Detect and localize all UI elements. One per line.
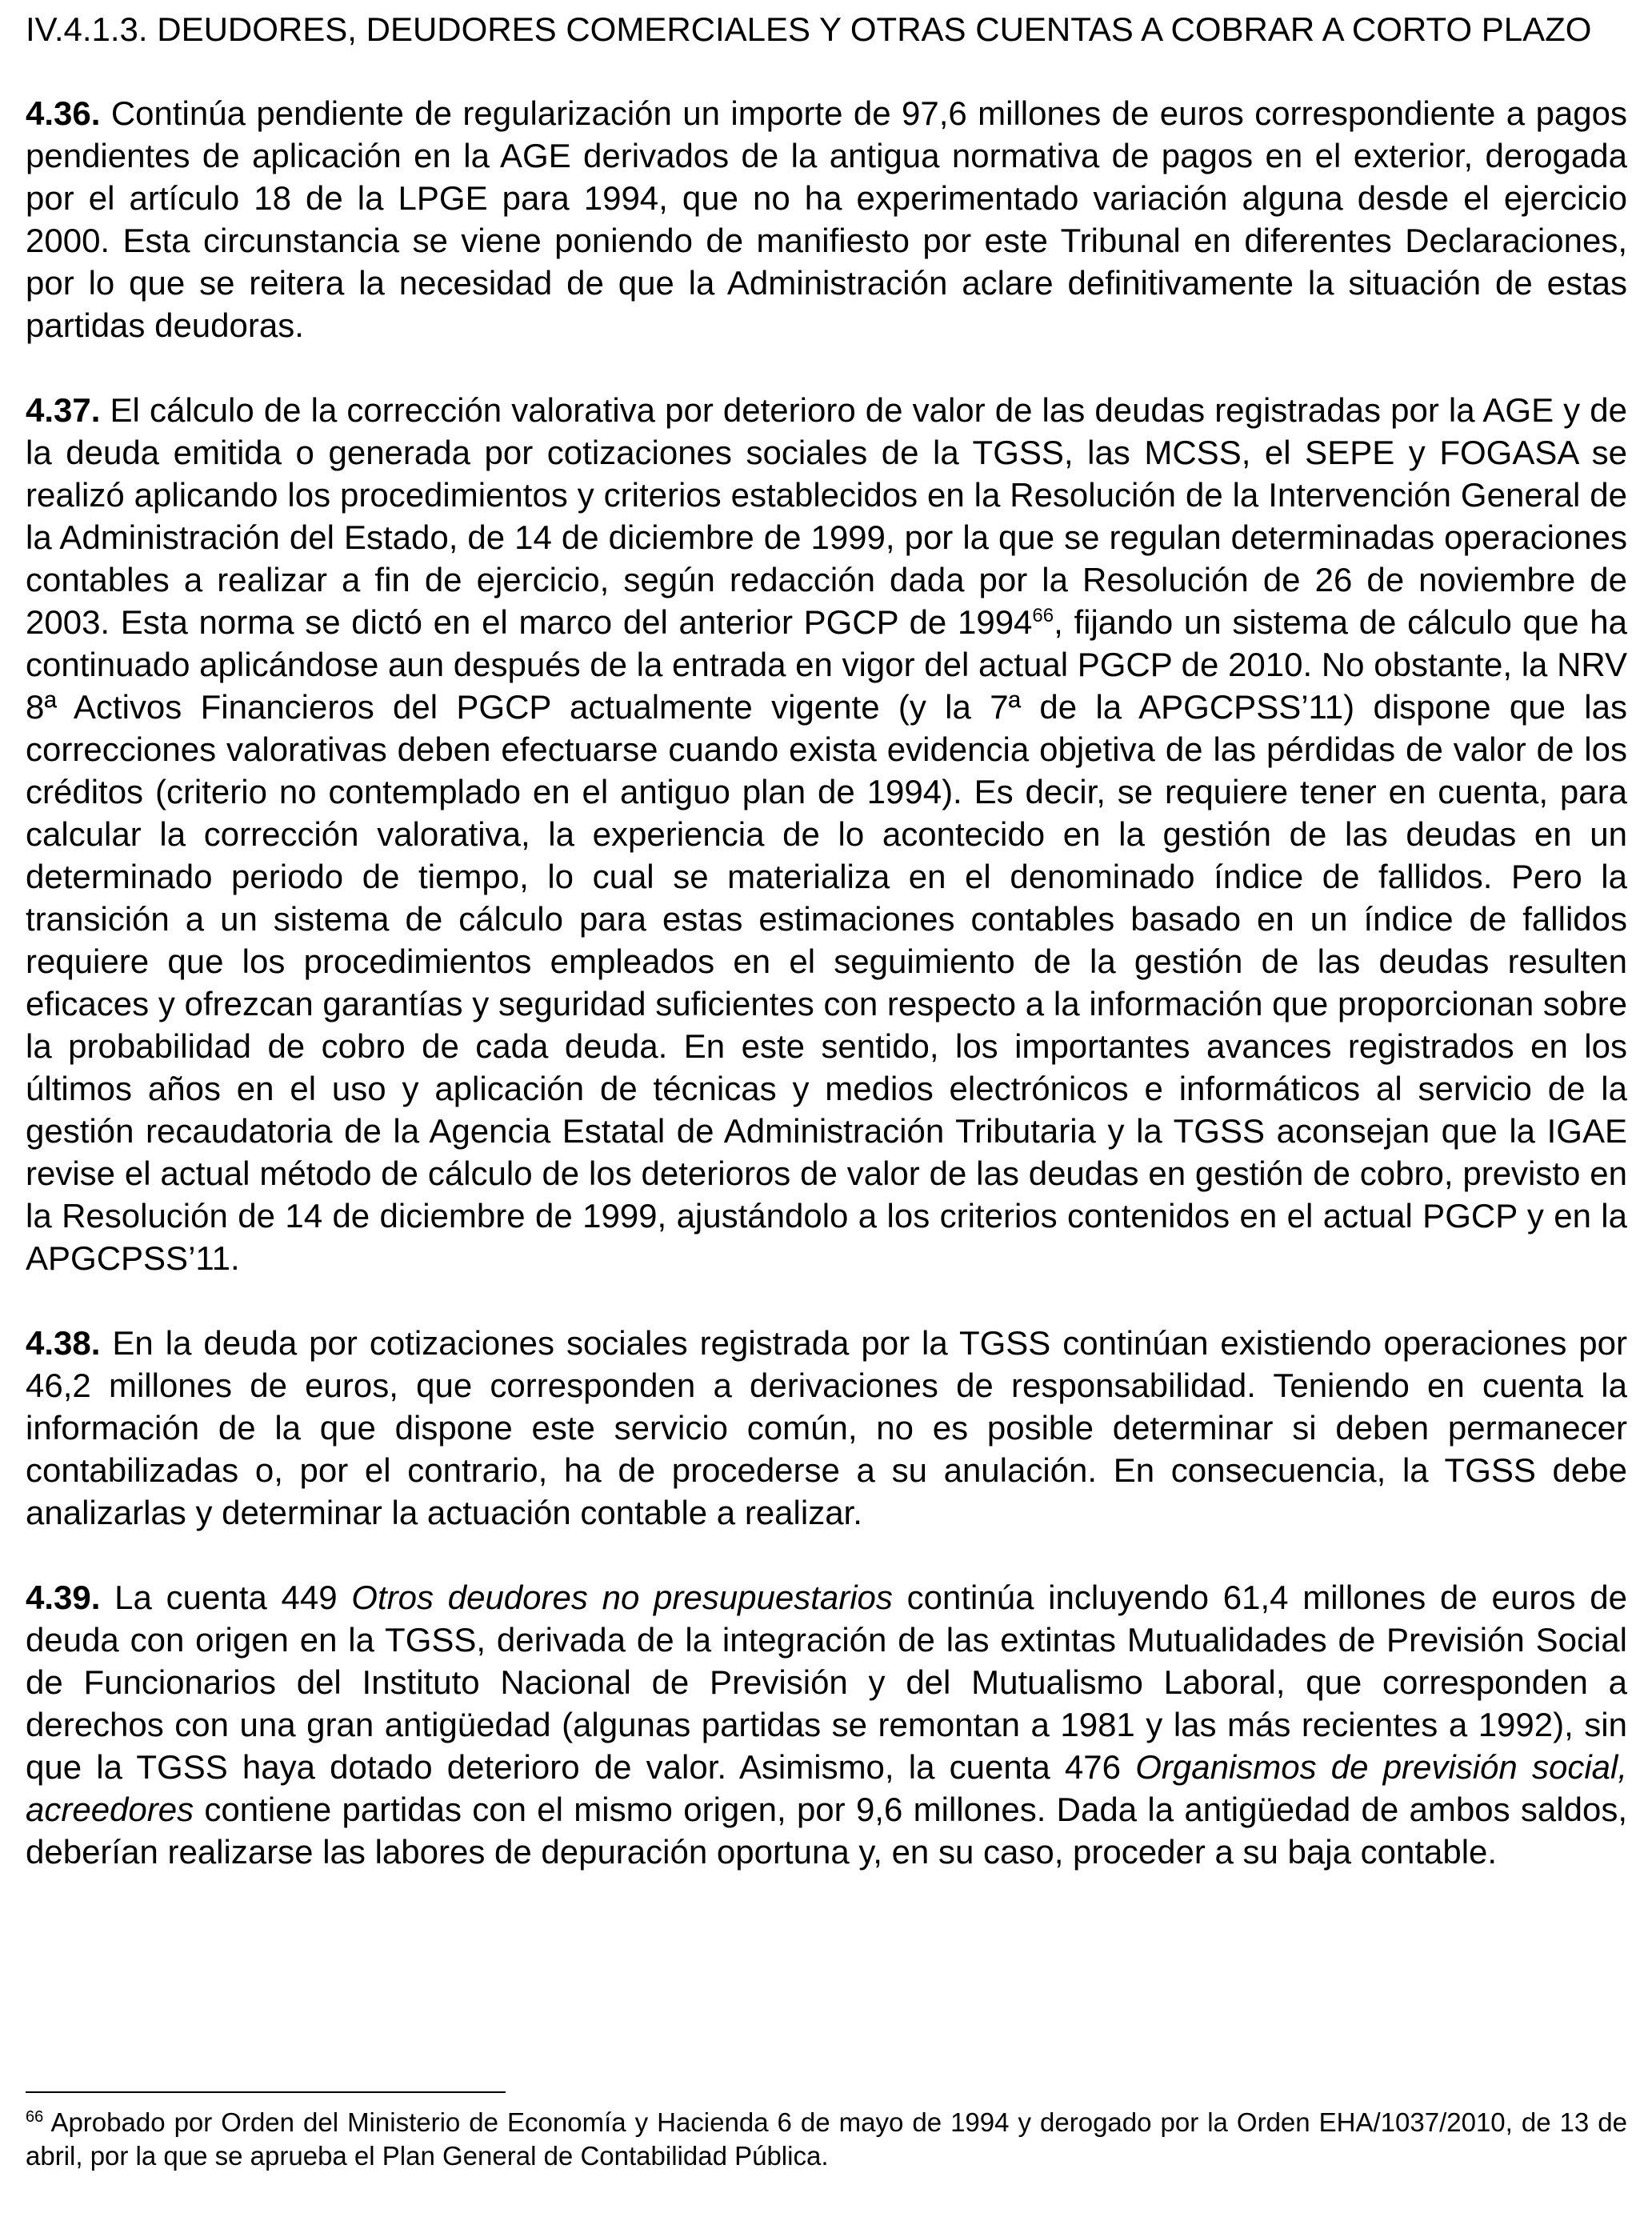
paragraph-4-37	[26, 389, 1627, 1279]
paragraph-number: 4.38.	[26, 1324, 101, 1362]
paragraph-4-36	[26, 92, 1627, 346]
document-body	[26, 8, 1627, 1915]
footnote-divider	[26, 2091, 506, 2093]
paragraph-4-39	[26, 1576, 1627, 1873]
paragraph-number: 4.37.	[26, 391, 101, 429]
paragraph-text: La cuenta 449	[114, 1579, 352, 1616]
paragraph-text: , fijando un sistema de cálculo que ha continuado aplicándose aun después de la entrada en vigor del actual PGCP de 2010. No obstante, la NRV 8ª Activos Financieros del PGCP actualmente vigente (y la 7ª de la APGCPSS’11) dispone que las correcciones valorativas deben efectuarse cuando exista evidencia objetiva de las pérdidas de valor de los créditos (criterio no contemplado en el antiguo plan de 1994). Es decir, se requiere tener en cuenta, para calcular la corrección valorativa, la experiencia de lo acontecido en la gestión de las deudas en un determinado periodo de tiempo, lo cual se materializa en el denominado índice de fallidos. Pero la transición a un sistema de cálculo para estas estimaciones contables basado en un índice de fallidos requiere que los procedimientos empleados en el seguimiento de la gestión de las deudas resulten eficaces y ofrezcan garantías y seguridad suficientes con respecto a la información que proporcionan sobre la probabilidad de cobro de cada deuda. En este sentido, los importantes avances registrados en los últimos años en el uso y aplicación de técnicas y medios electrónicos e informáticos al servicio de la gestión recaudatoria de la Agencia Estatal de Administración Tributaria y la TGSS aconsejan que la IGAE revise el actual método de cálculo de los deterioros de valor de las deudas en gestión de cobro, previsto en la Resolución de 14 de diciembre de 1999, ajustándolo a los criterios contenidos en el actual PGCP y en la APGCPSS’11.	[26, 603, 1627, 1277]
footnote-reference[interactable]: 66	[1032, 605, 1054, 626]
account-name: Otros deudores no presupuestarios	[351, 1579, 893, 1616]
paragraph-text: continúa incluyendo 61,4 millones de euros de deuda con origen en la TGSS, derivada de la integración de las extintas Mutualidades de Previsión Social de Funcionarios del Instituto Nacional de Previsión y del Mutualismo Laboral, que corresponden a derechos con una gran antigüedad (algunas partidas se remontan a 1981 y las más recientes a 1992), sin que la TGSS haya dotado deterioro de valor. Asimismo, la cuenta 476	[26, 1579, 1627, 1786]
paragraph-4-38	[26, 1322, 1627, 1534]
section-heading: IV.4.1.3. DEUDORES, DEUDORES COMERCIALES Y OTRAS CUENTAS A COBRAR A CORTO PLAZO	[26, 10, 1592, 48]
footnote-text: Aprobado por Orden del Ministerio de Economía y Hacienda 6 de mayo de 1994 y derogado por la Orden EHA/1037/2010, de 13 de abril, por la que se aprueba el Plan General de Contabilidad Pública.	[26, 2107, 1627, 2171]
account-name: Organismos de previsión social, acreedores	[26, 1748, 1628, 1828]
paragraph-text: Continúa pendiente de regularización un importe de 97,6 millones de euros correspondiente a pagos pendientes de aplicación en la AGE derivados de la antigua normativa de pagos en el exterior, derogada por el artículo 18 de la LPGE para 1994, que no ha experimentado variación alguna desde el ejercicio 2000. Esta circunstancia se viene poniendo de manifiesto por este Tribunal en diferentes Declaraciones, por lo que se reitera la necesidad de que la Administración aclare definitivamente la situación de estas partidas deudoras.	[26, 94, 1628, 344]
paragraph-text: El cálculo de la corrección valorativa por deterioro de valor de las deudas registradas por la AGE y de la deuda emitida o generada por cotizaciones sociales de la TGSS, las MCSS, el SEPE y FOGASA se realizó aplicando los procedimientos y criterios establecidos en la Resolución de la Intervención General de la Administración del Estado, de 14 de diciembre de 1999, por la que se regulan determinadas operaciones contables a realizar a fin de ejercicio, según redacción dada por la Resolución de 26 de noviembre de 2003. Esta norma se dictó en el marco del anterior PGCP de 1994	[26, 391, 1628, 641]
paragraph-text: contiene partidas con el mismo origen, por 9,6 millones. Dada la antigüedad de ambos saldos, deberían realizarse las labores de depuración oportuna y, en su caso, proceder a su baja contable.	[26, 1791, 1627, 1871]
paragraph-number: 4.36.	[26, 94, 101, 132]
paragraph-text: En la deuda por cotizaciones sociales registrada por la TGSS continúan existiendo operaciones por 46,2 millones de euros, que corresponden a derivaciones de responsabilidad. Teniendo en cuenta la información de la que dispone este servicio común, no es posible determinar si deben permanecer contabilizadas o, por el contrario, ha de procederse a su anulación. En consecuencia, la TGSS debe analizarlas y determinar la actuación contable a realizar.	[26, 1324, 1628, 1531]
footnote	[26, 2106, 1627, 2173]
footnote-number: 66	[26, 2108, 44, 2126]
paragraph-number: 4.39.	[26, 1579, 101, 1616]
